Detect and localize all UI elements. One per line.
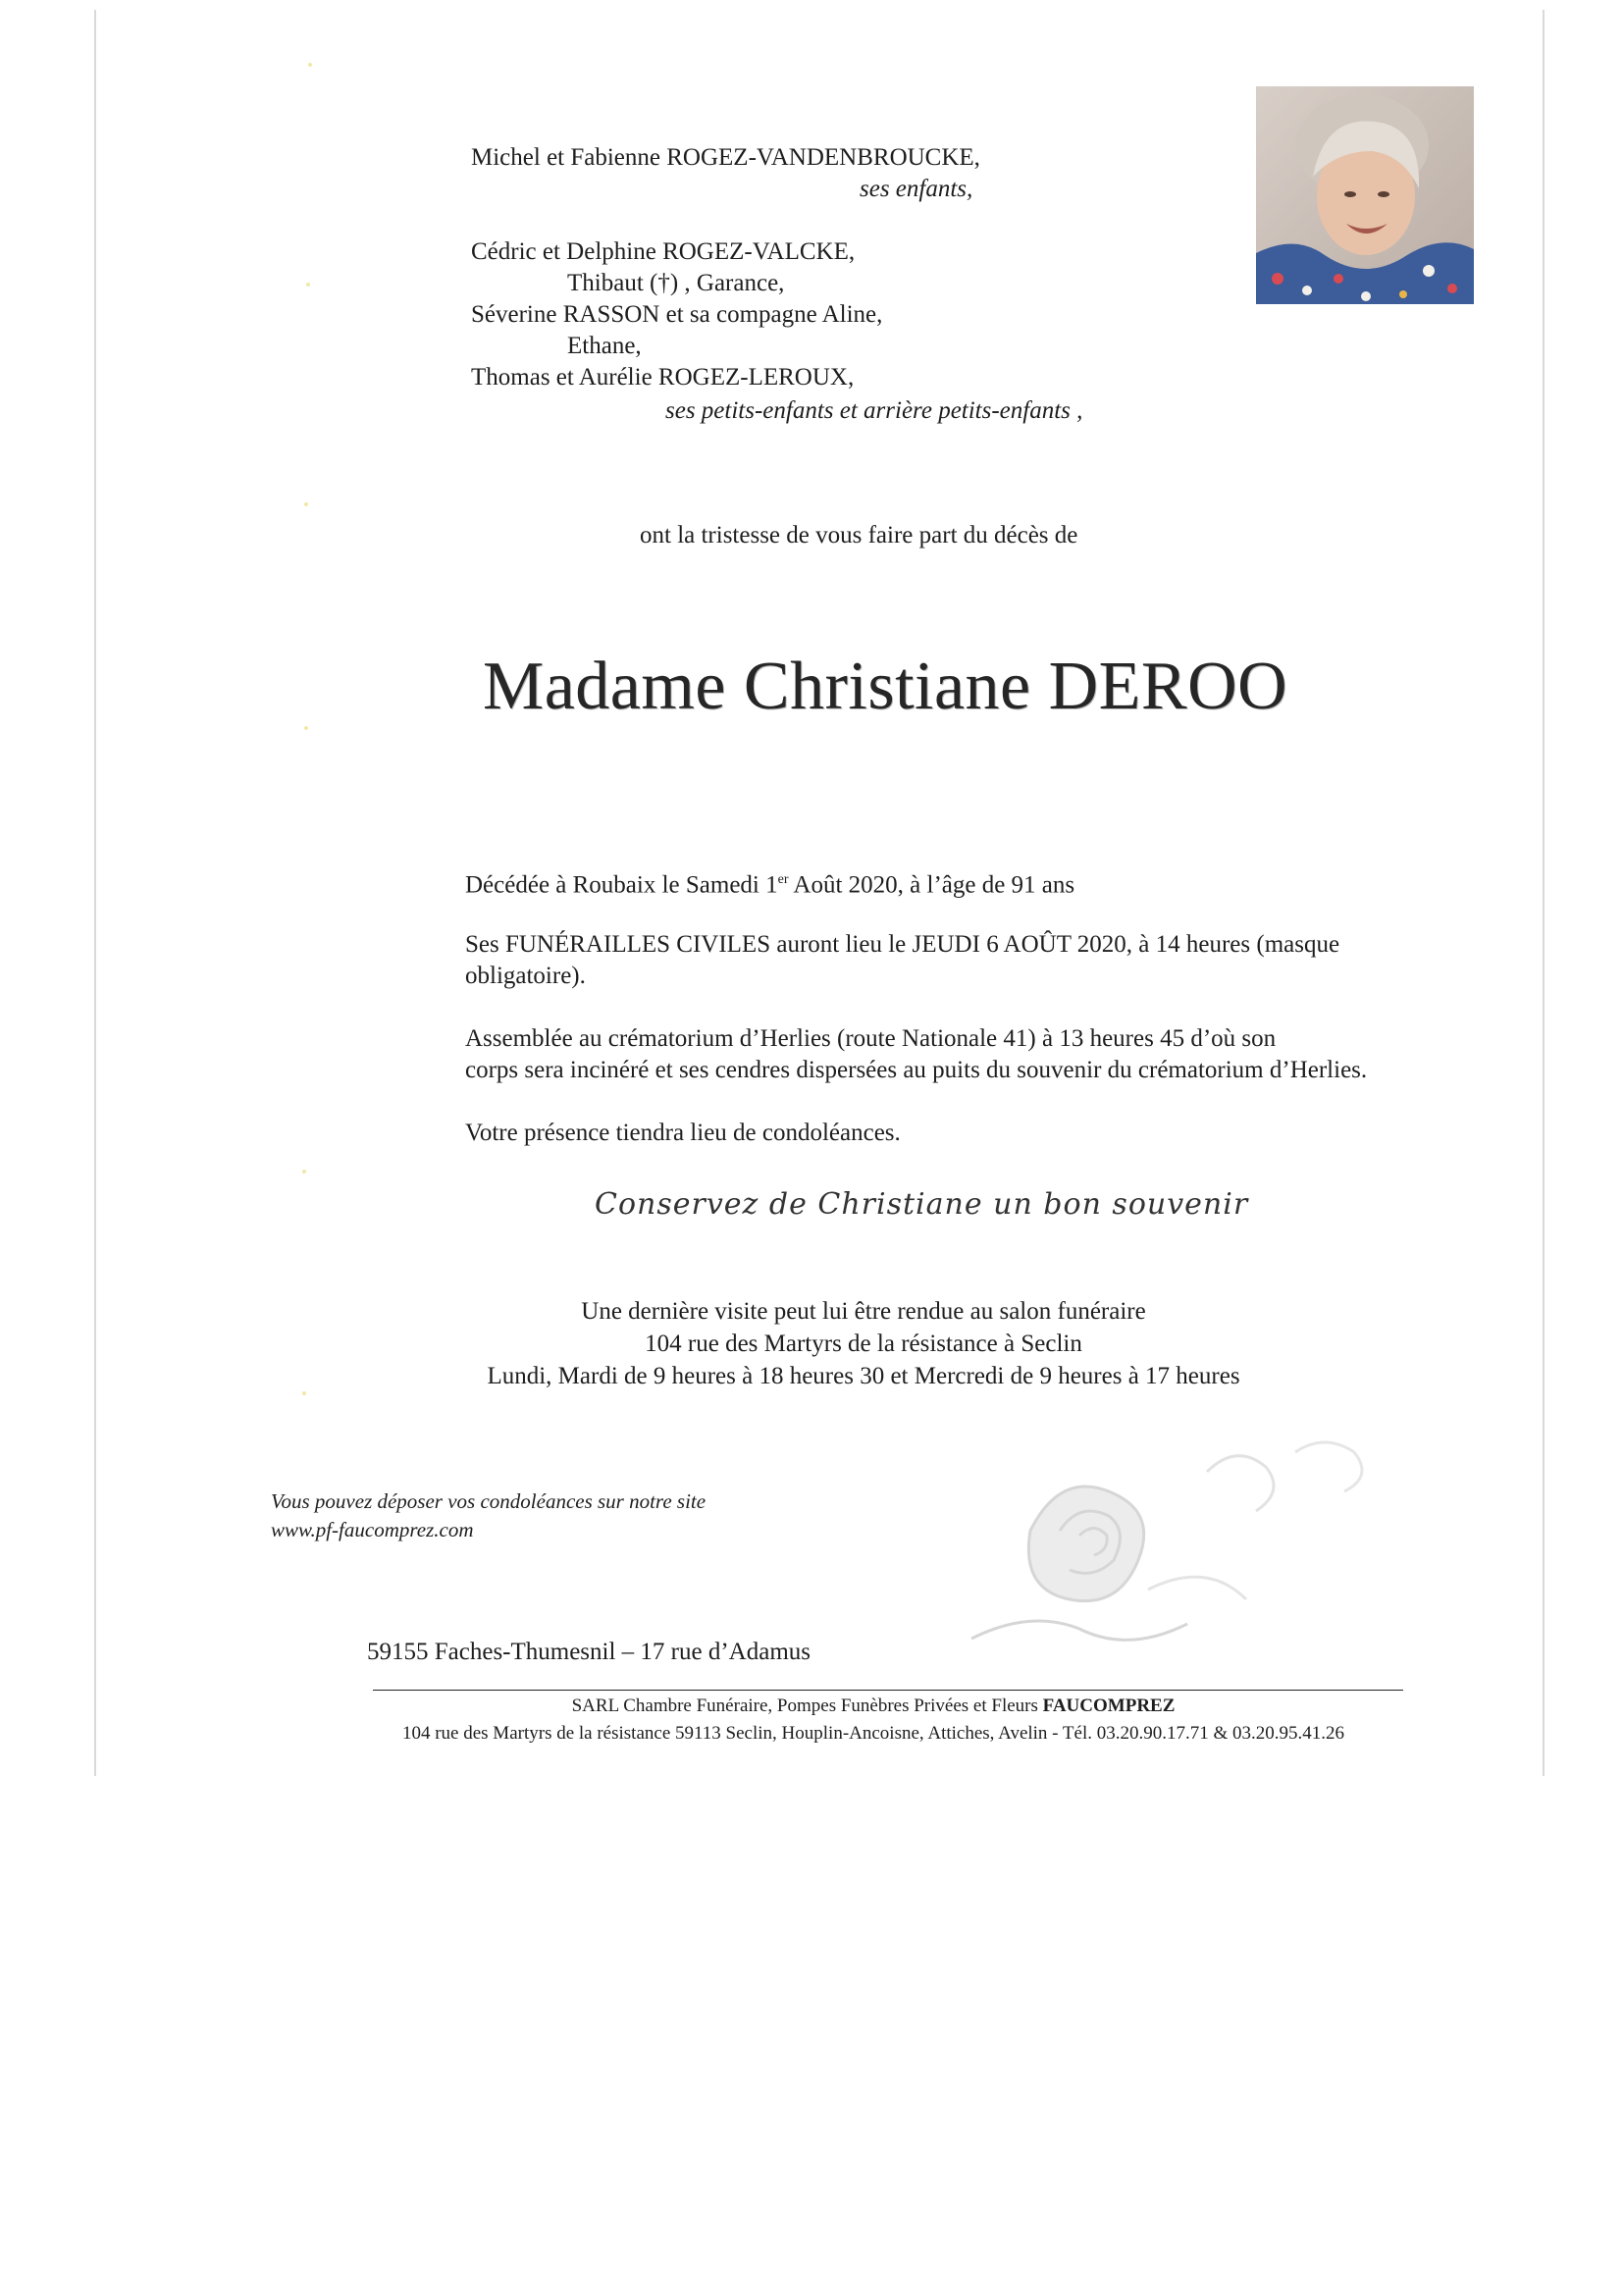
family-greatgrandchild-2: Ethane, bbox=[567, 333, 642, 359]
office-address: 59155 Faches-Thumesnil – 17 rue d’Adamus bbox=[367, 1639, 812, 1665]
scan-speck bbox=[302, 1170, 306, 1174]
death-date-prefix: Décédée à Roubaix le Samedi 1 bbox=[465, 871, 778, 899]
footer-company: SARL Chambre Funéraire, Pompes Funèbres Privées et Fleurs bbox=[571, 1696, 1043, 1716]
family-grandchild-3: Thomas et Aurélie ROGEZ-LEROUX, bbox=[471, 364, 855, 391]
assembly-line-2: corps sera incinéré et ses cendres dispersées au puits du souvenir du crématorium d’Herlies. bbox=[465, 1057, 1368, 1083]
visit-line-2: 104 rue des Martyrs de la résistance à Seclin bbox=[645, 1331, 1082, 1357]
family-grandchild-2: Séverine RASSON et sa compagne Aline, bbox=[471, 301, 883, 328]
scan-edge-right bbox=[1543, 10, 1544, 1776]
footer-divider bbox=[373, 1690, 1403, 1691]
visit-line-3: Lundi, Mardi de 9 heures à 18 heures 30 et Mercredi de 9 heures à 17 heures bbox=[487, 1363, 1240, 1389]
death-date-ordinal: er bbox=[777, 872, 789, 887]
visit-line-1: Une dernière visite peut lui être rendue au salon funéraire bbox=[581, 1298, 1146, 1325]
presence-note: Votre présence tiendra lieu de condoléances. bbox=[465, 1120, 901, 1146]
scan-speck bbox=[306, 283, 310, 287]
footer-line-1 bbox=[314, 1696, 1433, 1717]
family-children-role: ses enfants, bbox=[860, 176, 973, 202]
death-date-suffix: Août 2020, à l’âge de 91 ans bbox=[788, 871, 1075, 899]
portrait-photo bbox=[1256, 86, 1474, 304]
scan-edge-left bbox=[94, 10, 96, 1776]
announcement-intro: ont la tristesse de vous faire part du décès de bbox=[640, 522, 1078, 548]
assembly-line-1: Assemblée au crématorium d’Herlies (route Nationale 41) à 13 heures 45 d’où son bbox=[465, 1025, 1277, 1052]
deceased-name: Madame Christiane DEROO bbox=[483, 649, 1288, 724]
family-grandchild-1: Cédric et Delphine ROGEZ-VALCKE, bbox=[471, 238, 856, 265]
family-children: Michel et Fabienne ROGEZ-VANDENBROUCKE, bbox=[471, 144, 980, 171]
scan-speck bbox=[302, 1391, 306, 1395]
funeral-line-2: obligatoire). bbox=[465, 963, 586, 989]
family-grandchildren-role: ses petits-enfants et arrière petits-enfants , bbox=[665, 397, 1083, 424]
death-details bbox=[465, 863, 1074, 901]
scan-speck bbox=[304, 502, 308, 506]
footer-line-2: 104 rue des Martyrs de la résistance 59113 Seclin, Houplin-Ancoisne, Attiches, Avelin - Tél. 03.20.90.17.71 & 03.20.95.41.26 bbox=[401, 1723, 1345, 1744]
family-greatgrandchildren-1: Thibaut (†) , Garance, bbox=[567, 270, 785, 296]
footer-brand: FAUCOMPREZ bbox=[1042, 1696, 1176, 1716]
condolences-website-link[interactable]: www.pf-faucomprez.com bbox=[271, 1518, 474, 1541]
funeral-line-1: Ses FUNÉRAILLES CIVILES auront lieu le JEUDI 6 AOÛT 2020, à 14 heures (masque bbox=[465, 931, 1340, 958]
scan-speck bbox=[304, 726, 308, 730]
scan-speck bbox=[308, 63, 312, 67]
memorial-phrase: Conservez de Christiane un bon souvenir bbox=[595, 1187, 1249, 1222]
condolences-line-1: Vous pouvez déposer vos condoléances sur notre site bbox=[271, 1489, 707, 1513]
rose-watermark-image bbox=[913, 1413, 1403, 1673]
